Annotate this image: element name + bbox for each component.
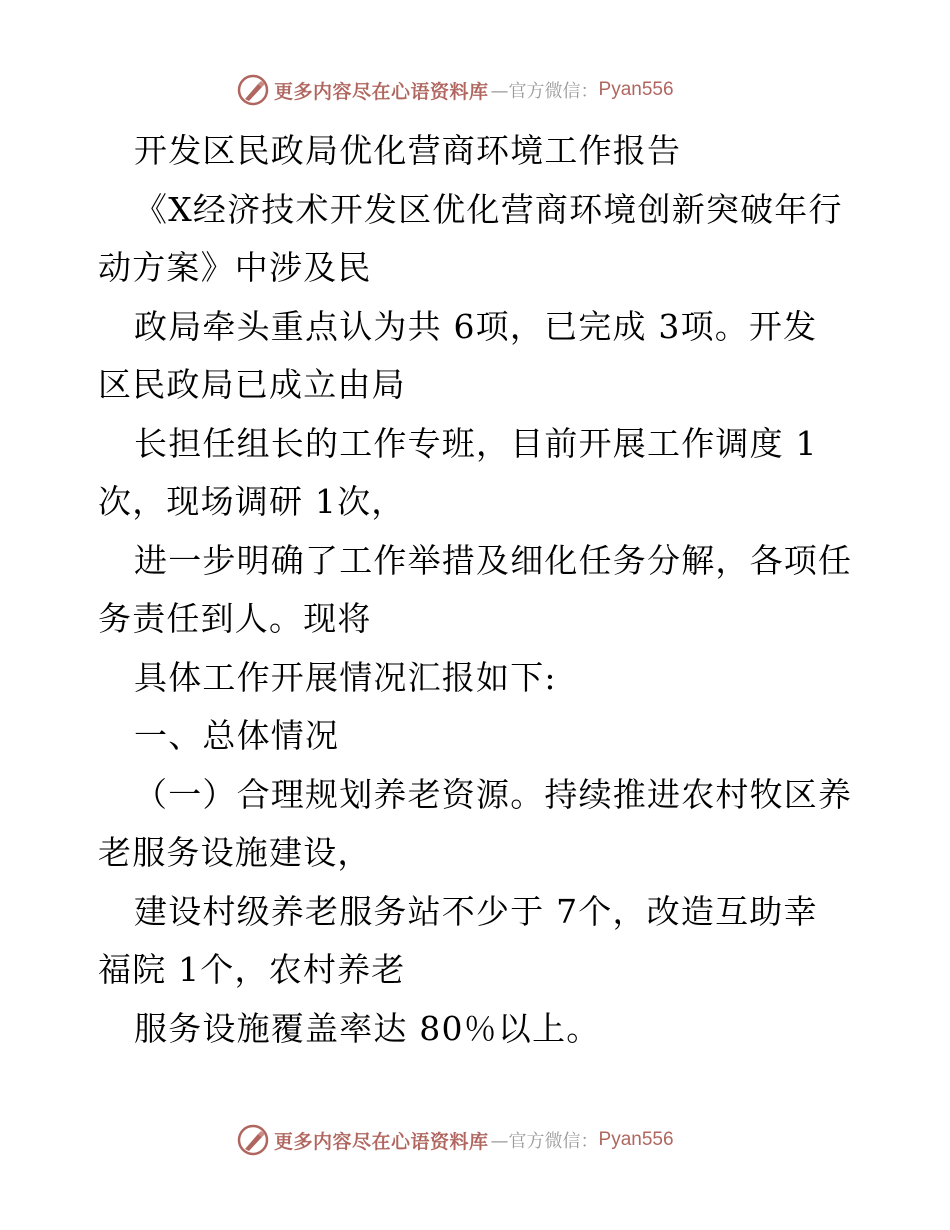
watermark-wechat-id: Pyan556: [598, 1129, 674, 1150]
paragraph-line: 进一步明确了工作举措及细化任务分解，各项任: [134, 540, 853, 580]
paragraph-line: 政局牵头重点认为共 6项，已完成 3项。开发: [134, 306, 818, 346]
watermark-separator-text: —官方微信：: [490, 1131, 599, 1152]
paragraph-line: 次，现场调研 1次，: [98, 482, 406, 521]
section-heading: 一、总体情况: [134, 716, 340, 755]
paragraph-line: 区民政局已成立由局: [98, 365, 406, 404]
paragraph-line: 建设村级养老服务站不少于 7个，改造互助幸: [134, 891, 818, 931]
paragraph-line: 长担任组长的工作专班，目前开展工作调度 1: [134, 423, 818, 463]
paragraph-line: 福院 1个，农村养老: [98, 950, 406, 989]
watermark-separator-text: —官方微信：: [490, 81, 599, 102]
pen-logo-icon: [236, 73, 270, 107]
footer-watermark: [236, 1122, 674, 1158]
paragraph-line: 具体工作开展情况汇报如下:: [134, 657, 557, 697]
paragraph-line: 服务设施覆盖率达 80％以上。: [134, 1008, 601, 1048]
header-watermark: [236, 72, 674, 108]
document-title: 开发区民政局优化营商环境工作报告: [134, 131, 682, 170]
paragraph-line: 老服务设施建设，: [98, 833, 372, 872]
paragraph-line: 《X经济技术开发区优化营商环境创新突破年行: [134, 189, 843, 229]
paragraph-line: 务责任到人。现将: [98, 599, 372, 638]
paragraph-line: 动方案》中涉及民: [98, 248, 372, 287]
watermark-main-text: 更多内容尽在心语资料库: [274, 1130, 489, 1153]
watermark-wechat-id: Pyan556: [598, 79, 674, 100]
paragraph-line: （一）合理规划养老资源。持续推进农村牧区养: [134, 774, 853, 814]
document-body: [98, 122, 858, 1058]
watermark-main-text: 更多内容尽在心语资料库: [274, 80, 489, 103]
pen-logo-icon: [236, 1123, 270, 1157]
